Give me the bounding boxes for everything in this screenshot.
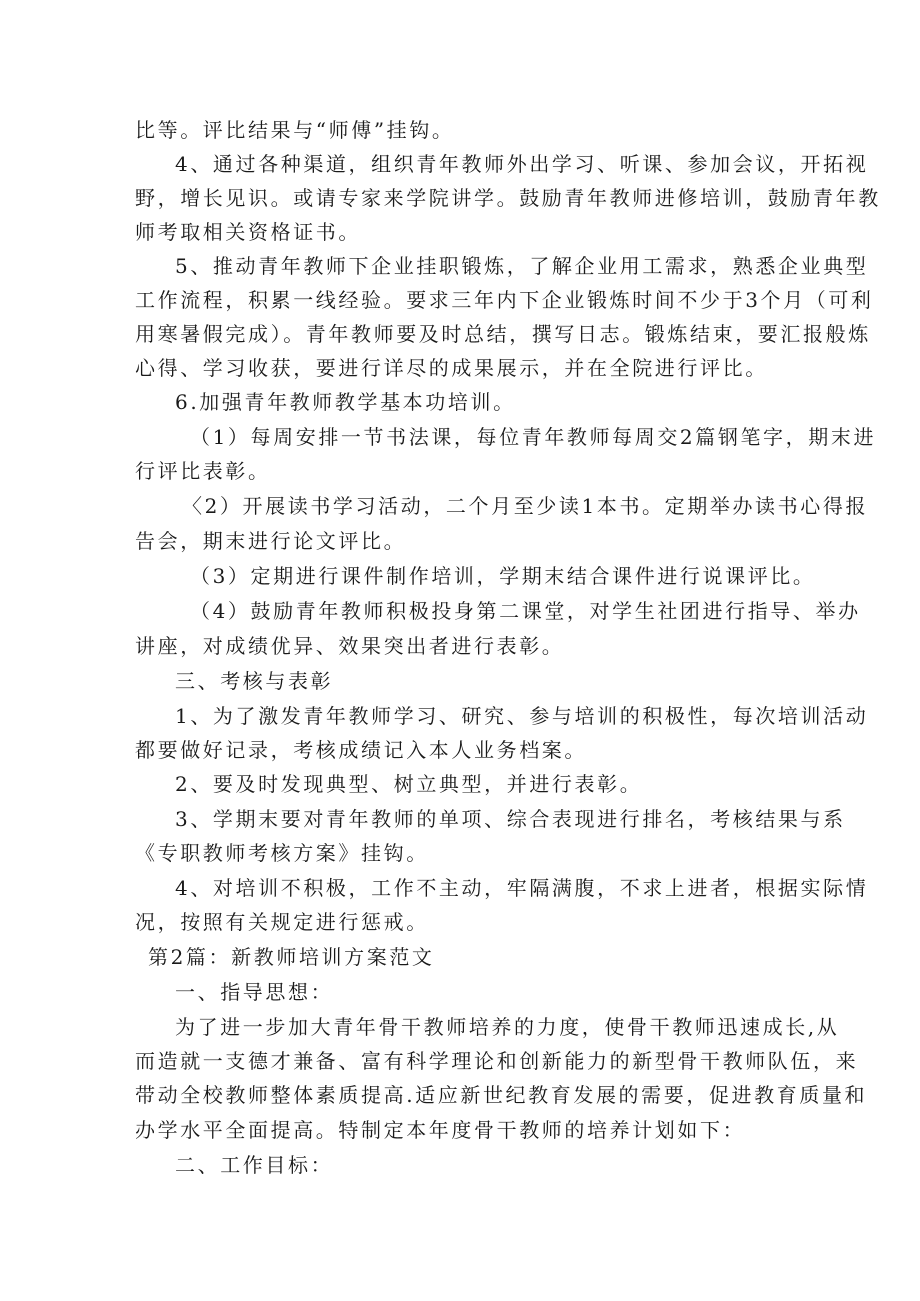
section-heading: 二、工作目标： [175, 1153, 334, 1177]
text-line: 办学水平全面提高。特制定本年度骨干教师的培养计划如下： [135, 1118, 746, 1142]
text-line: 4、通过各种渠道，组织青年教师外出学习、听课、参加会议，开拓视 [175, 152, 869, 176]
text-line: 师考取相关资格证书。 [135, 220, 361, 244]
text-line: 工作流程，积累一线经验。要求三年内下企业锻炼时间不少于3个月（可利 [135, 288, 874, 312]
text-line: 1、为了激发青年教师学习、研究、参与培训的积极性，每次培训活动 [175, 704, 869, 728]
article-title: 第2篇：新教师培训方案范文 [148, 945, 435, 969]
text-line: 况，按照有关规定进行惩戒。 [135, 910, 429, 934]
text-line: （1）每周安排一节书法课，每位青年教师每周交2篇钢笔字，期末进 [190, 425, 877, 449]
text-line: 为了进一步加大青年骨干教师培养的力度，使骨干教师迅速成长,从 [175, 1015, 840, 1039]
text-line: 比等。评比结果与“师傅”挂钩。 [135, 118, 455, 142]
text-line: 而造就一支德才兼备、富有科学理论和创新能力的新型骨干教师队伍，来 [135, 1049, 859, 1073]
text-line: 4、对培训不积极，工作不主动，牢隔满腹，不求上进者，根据实际情 [175, 876, 869, 900]
text-line: 野，增长见识。或请专家来学院讲学。鼓励青年教师进修培训，鼓励青年教 [135, 186, 881, 210]
text-line: 用寒暑假完成）。青年教师要及时总结，撰写日志。锻炼结束，要汇报般炼 [135, 322, 871, 346]
text-line: 6.加强青年教师教学基本功培训。 [175, 390, 516, 414]
text-line: 告会，期末进行论文评比。 [135, 529, 407, 553]
text-line: 5、推动青年教师下企业挂职锻炼，了解企业用工需求，熟悉企业典型 [175, 254, 869, 278]
text-line: （4）鼓励青年教师积极投身第二课堂，对学生社团进行指导、举办 [190, 599, 861, 623]
section-heading: 一、指导思想： [175, 980, 334, 1004]
text-line: 《专职教师考核方案》挂钩。 [135, 841, 429, 865]
text-line: 心得、学习收获，要进行详尽的成果展示，并在全院进行评比。 [135, 356, 768, 380]
text-line: 3、学期末要对青年教师的单项、综合表现进行排名，考核结果与系 [175, 807, 846, 831]
text-line: （3）定期进行课件制作培训，学期末结合课件进行说课评比。 [190, 564, 816, 588]
text-line: 都要做好记录，考核成绩记入本人业务档案。 [135, 738, 587, 762]
text-line: 讲座，对成绩优异、效果突出者进行表彰。 [135, 634, 565, 658]
text-line: 〈2）开展读书学习活动，二个月至少读1本书。定期举办读书心得报 [182, 494, 869, 518]
text-line: 行评比表彰。 [135, 459, 271, 483]
section-heading: 三、考核与表彰 [175, 669, 334, 693]
text-line: 2、要及时发现典型、树立典型，并进行表彰。 [175, 772, 643, 796]
text-line: 带动全校教师整体素质提高.适应新世纪教育发展的需要，促进教育质量和 [135, 1083, 868, 1107]
